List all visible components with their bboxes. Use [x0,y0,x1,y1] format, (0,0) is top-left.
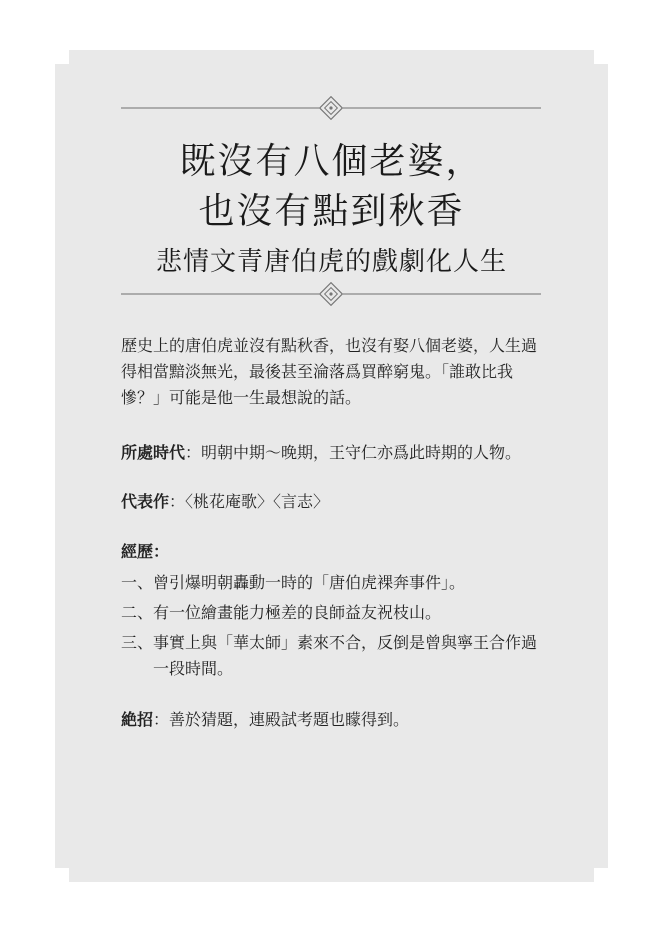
list-item-continuation: 一段時間。 [153,659,234,678]
list-item-text: 二、有一位繪畫能力極差的良師益友祝枝山。 [121,603,442,622]
content-panel [55,50,608,882]
experience-heading [121,539,561,565]
era-text: ：明朝中期～晚期，王守仁亦爲此時期的人物。 [185,443,522,462]
corner-notch [55,868,69,882]
works-label: 代表作 [121,492,170,511]
list-item [121,570,561,596]
bottom-ornament-divider [121,282,541,306]
title-line-1: 既沒有八個老婆， [179,141,484,182]
list-item-text: 一、曾引爆明朝轟動一時的「唐伯虎裸奔事件」。 [121,573,466,592]
list-item [121,600,561,626]
corner-notch [55,50,69,64]
works-text: ：〈桃花庵歌〉〈言志〉 [169,492,330,511]
skill-row [121,707,561,733]
subtitle: 悲情文青唐伯虎的戲劇化人生 [155,247,507,277]
top-ornament-divider [121,96,541,120]
works-row [121,489,561,515]
intro-paragraph: 歷史上的唐伯虎並沒有點秋香，也沒有娶八個老婆，人生過得相當黯淡無光，最後甚至淪落爲買醉窮鬼。「誰敢比我慘？」可能是他一生最想說的話。 [121,336,538,407]
era-label: 所處時代 [121,443,186,462]
era-row [121,440,561,466]
skill-text: ：善於猜題，連殿試考題也矇得到。 [153,710,410,729]
corner-notch [594,50,608,64]
title-line-2: 也沒有點到秋香 [198,191,465,232]
corner-notch [594,868,608,882]
experience-label-suffix: ： [153,542,170,561]
experience-label: 經歷 [121,542,154,561]
list-item [121,630,561,682]
skill-label: 絶招 [121,710,154,729]
list-item-text: 三、事實上與「華太師」素來不合，反倒是曾與寧王合作過 [121,633,538,652]
